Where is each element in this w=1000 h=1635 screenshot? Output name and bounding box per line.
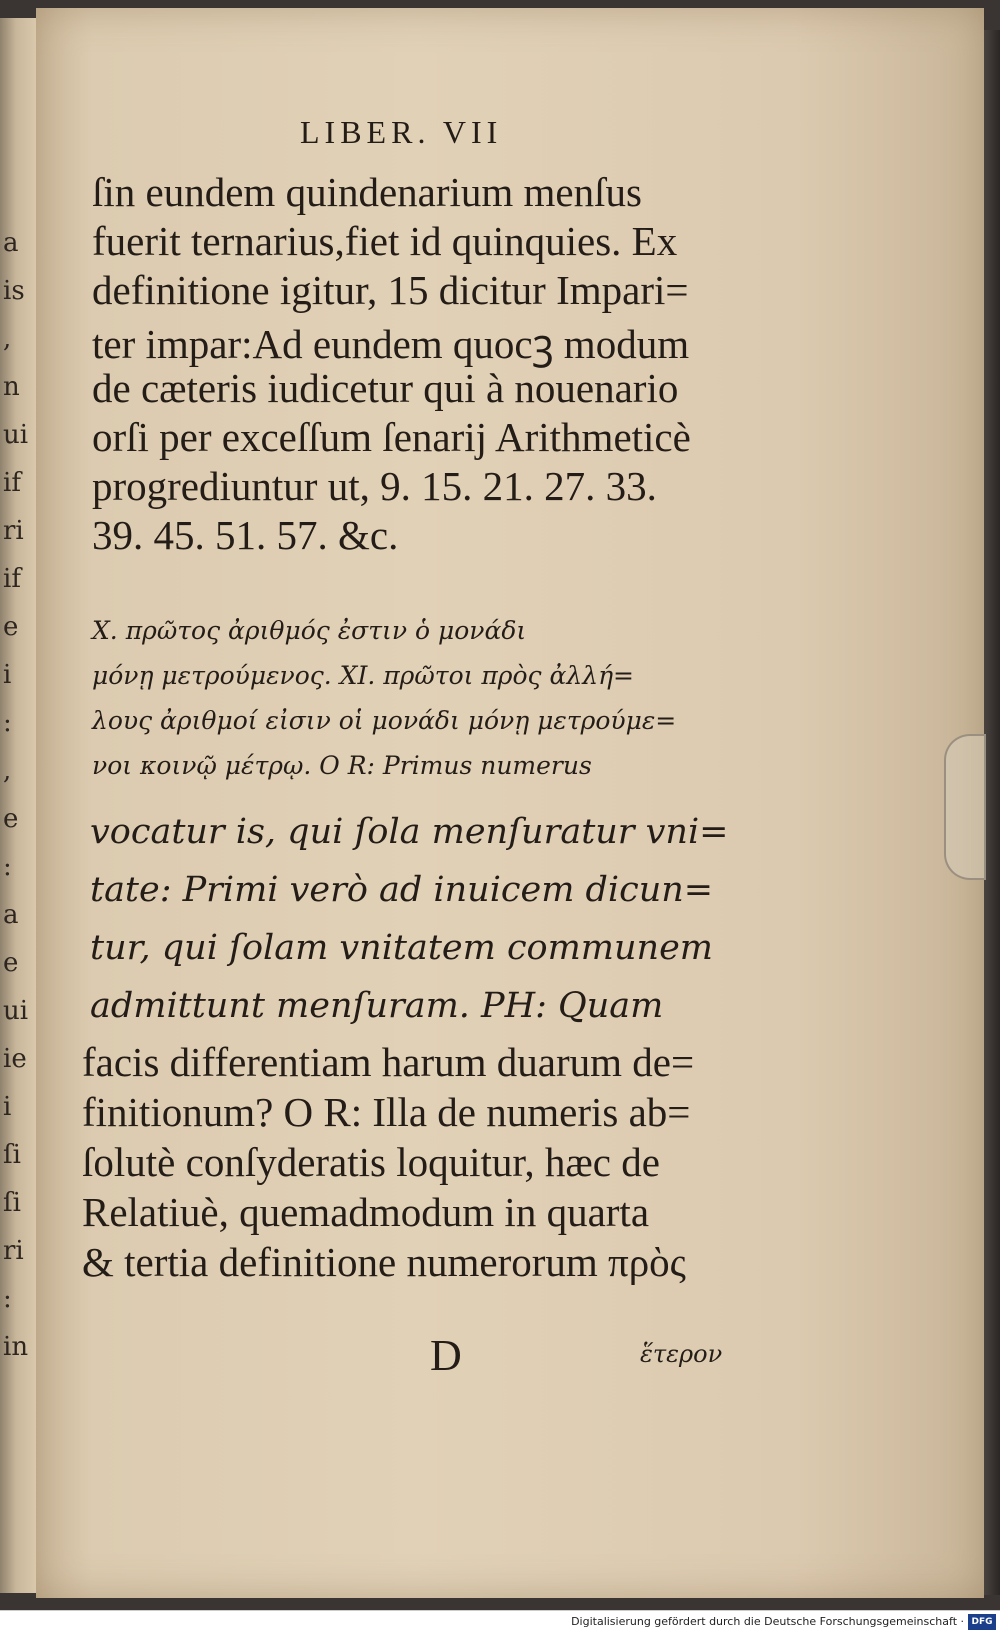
gutter-fragment: :	[3, 710, 12, 736]
text-line: finitionum? O R: Illa de numeris ab=	[82, 1089, 691, 1135]
greek-line: μόνῃ μετρούμενος. XI. πρῶτοι πρὸς ἀλλή=	[92, 661, 635, 690]
text-line: ſin eundem quindenarium menſus	[92, 169, 642, 215]
italic-line: admittunt menſuram. PH: Quam	[90, 986, 664, 1026]
text-line: ſolutè conſyderatis loquitur, hæc de	[82, 1139, 660, 1185]
text-line: ter impar:Ad eundem quocꝫ modum	[92, 321, 690, 367]
page-stack-edge	[984, 30, 1000, 1595]
text-line: 39. 45. 51. 57. &c.	[92, 512, 399, 558]
footer-credit: Digitalisierung gefördert durch die Deutsche Forschungsgemeinschaft ·	[571, 1615, 964, 1628]
gutter-fragment: i	[3, 662, 12, 688]
greek-line: X. πρῶτος ἀριθμός ἐστιν ὁ μονάδι	[92, 616, 527, 645]
gutter-fragment: :	[3, 854, 12, 880]
text-line: orſi per exceſſum ſenarij Arithmeticè	[92, 414, 691, 460]
running-head: LIBER. VII	[300, 114, 503, 150]
gutter-fragment: ri	[3, 1238, 24, 1264]
italic-line: vocatur is, qui ſola menſuratur vni=	[90, 812, 729, 852]
footer-bar	[0, 1610, 1000, 1635]
gutter-fragment: if	[3, 470, 21, 496]
greek-line: νοι κοινῷ μέτρῳ. O R: Primus numerus	[92, 751, 592, 780]
gutter-fragment: e	[3, 614, 19, 640]
text-line: progrediuntur ut, 9. 15. 21. 27. 33.	[92, 463, 657, 509]
gutter-fragment: e	[3, 950, 19, 976]
italic-line: tate: Primi verò ad inuicem dicun=	[90, 870, 714, 910]
gutter-fragment: is	[3, 278, 25, 304]
italic-line: tur, qui ſolam vnitatem communem	[90, 928, 713, 968]
gutter-fragment: e	[3, 806, 19, 832]
gutter-fragment: ui	[3, 422, 29, 448]
gutter-fragment: i	[3, 1094, 12, 1120]
gutter-fragment: ſi	[3, 1190, 21, 1216]
gutter-fragment: n	[3, 374, 20, 400]
gutter-fragment: ,	[3, 326, 12, 352]
gutter-fragment: ſi	[3, 1142, 21, 1168]
text-line: de cæteris iudicetur qui à nouenario	[92, 365, 679, 411]
text-line: facis differentiam harum duarum de=	[82, 1039, 695, 1085]
page-clip	[944, 734, 986, 880]
gutter-fragment: ie	[3, 1046, 27, 1072]
gutter-fragment: in	[3, 1334, 29, 1360]
text-line: & tertia definitione numerorum πρὸς	[82, 1239, 686, 1285]
gutter-fragment: if	[3, 566, 21, 592]
text-line: Relatiuè, quemadmodum in quarta	[82, 1189, 650, 1235]
gutter-fragment: a	[3, 902, 19, 928]
signature-mark: D	[430, 1331, 462, 1380]
dfg-logo: DFG	[968, 1614, 996, 1630]
catchword: ἕτερον	[640, 1340, 723, 1368]
text-line: definitione igitur, 15 dicitur Impari=	[92, 267, 689, 313]
gutter-fragment: ui	[3, 998, 29, 1024]
greek-line: λους ἀριθμοί εἰσιν οἱ μονάδι μόνῃ μετρούμε=	[92, 706, 677, 735]
gutter-fragment: ri	[3, 518, 24, 544]
gutter-fragment: a	[3, 230, 19, 256]
text-line: fuerit ternarius,fiet id quinquies. Ex	[92, 218, 678, 264]
gutter-fragment: ,	[3, 758, 12, 784]
gutter-fragment: :	[3, 1286, 12, 1312]
